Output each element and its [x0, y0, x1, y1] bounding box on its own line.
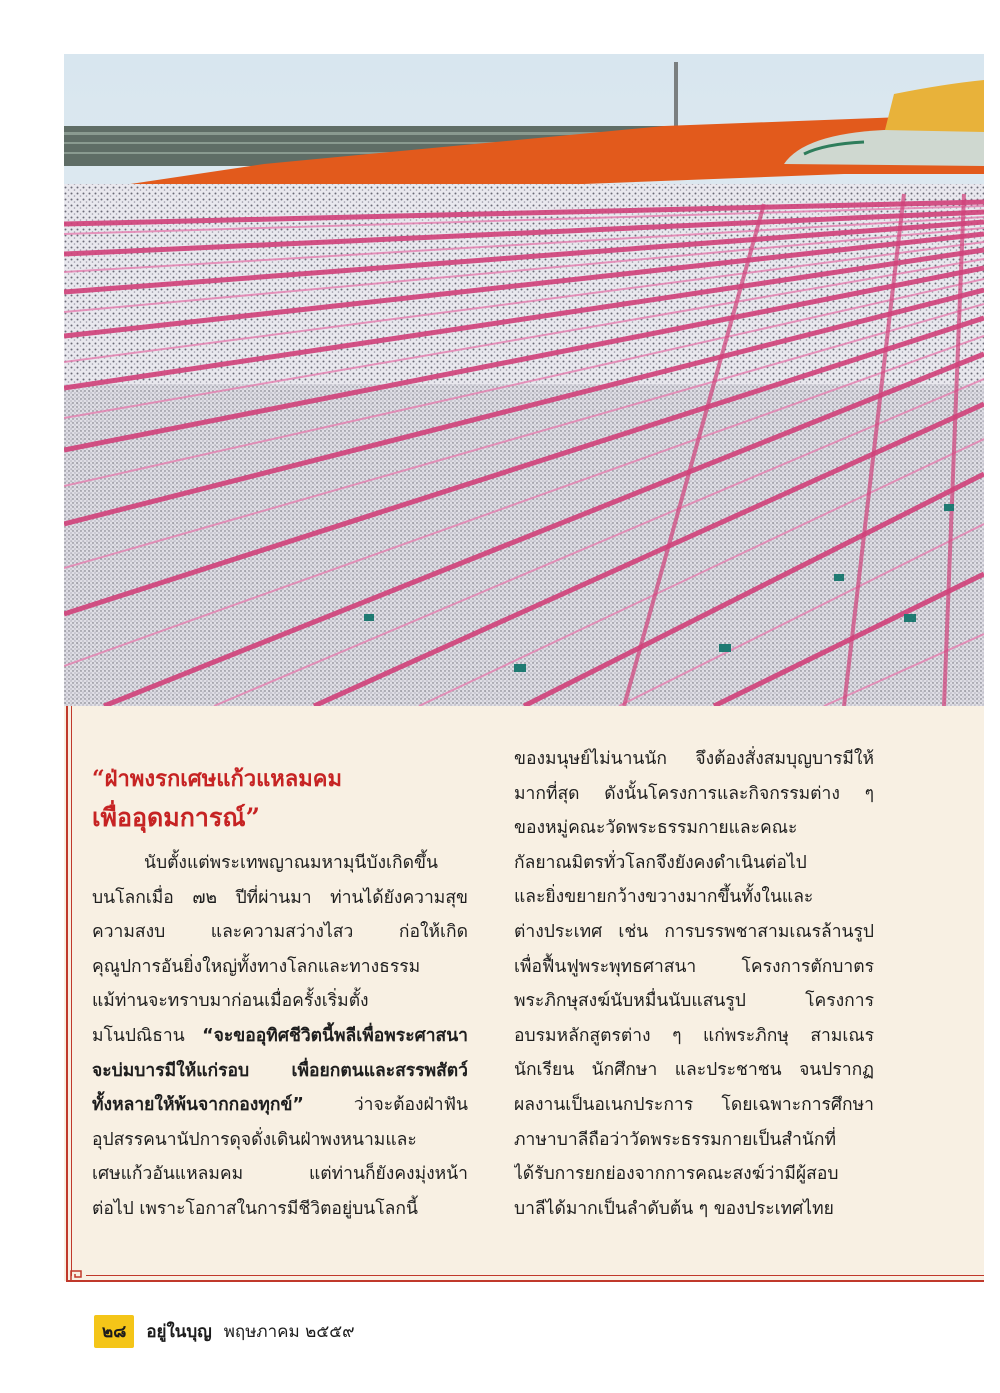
- paragraph-line: อุปสรรคนานัปการดุจดั่งเดินฝ่าพงหนามและ: [92, 1129, 417, 1150]
- frame-border-bottom: [66, 1280, 984, 1282]
- paragraph-line: ต่อไป เพราะโอกาสในการมีชีวิตอยู่บนโลกนี้: [92, 1198, 418, 1219]
- paragraph-text: มโนปณิธาน: [92, 1025, 185, 1046]
- frame-border-bottom-inner: [86, 1275, 984, 1276]
- article-column-right: [514, 742, 874, 1226]
- quote-line: จะบ่มบารมีให้แก่รอบ เพื่อยกตนและสรรพสัตว์: [92, 1060, 468, 1081]
- paragraph-line: ความสงบ และความสว่างไสว ก่อให้เกิด: [92, 922, 468, 943]
- paragraph-line: ได้รับการยกย่องจากการคณะสงฆ์ว่ามีผู้สอบ: [514, 1164, 839, 1185]
- heading-line-2: เพื่ออุดมการณ์”: [92, 803, 260, 832]
- article-column-left: [92, 846, 468, 1227]
- article-heading: [92, 760, 472, 838]
- paragraph-line: [92, 1088, 468, 1123]
- paragraph-line: นับตั้งแต่พระเทพญาณมหามุนีบังเกิดขึ้น: [144, 853, 438, 873]
- paragraph-line: มากที่สุด ดังนั้นโครงการและกิจกรรมต่าง ๆ: [514, 783, 874, 804]
- paragraph-line: นักเรียน นักศึกษา และประชาชน จนปรากฏ: [514, 1060, 874, 1081]
- paragraph-line: แม้ท่านจะทราบมาก่อนเมื่อครั้งเริ่มตั้ง: [92, 991, 369, 1012]
- issue-date: พฤษภาคม ๒๕๕๙: [223, 1321, 355, 1342]
- quote-text: ทั้งหลายให้พ้นจากกองทุกข์”: [92, 1095, 304, 1116]
- photo-illustration: [64, 54, 984, 706]
- paragraph-line: และยิ่งขยายกว้างขวางมากขึ้นทั้งในและ: [514, 887, 814, 908]
- paragraph-line: ของหมู่คณะวัดพระธรรมกายและคณะ: [514, 818, 798, 839]
- paragraph-line: บาลีได้มากเป็นลำดับต้น ๆ ของประเทศไทย: [514, 1198, 834, 1219]
- paragraph-line: ของมนุษย์ไม่นานนัก จึงต้องสั่งสมบุญบารมีให้: [514, 749, 874, 769]
- paragraph-line: ภาษาบาลีถือว่าวัดพระธรรมกายเป็นสำนักที่: [514, 1129, 837, 1150]
- crowd-photo: [64, 54, 984, 706]
- paragraph-line: ผลงานเป็นอเนกประการ โดยเฉพาะการศึกษา: [514, 1094, 874, 1115]
- quote-text: “จะขออุทิศชีวิตนี้พลีเพื่อพระศาสนา: [202, 1025, 468, 1046]
- frame-corner-ornament: [66, 1266, 86, 1282]
- paragraph-text: ว่าจะต้องฝ่าฟัน: [353, 1095, 468, 1116]
- page-number: ๒๘: [94, 1315, 134, 1348]
- paragraph-line: คุณูปการอันยิ่งใหญ่ทั้งทางโลกและทางธรรม: [92, 956, 421, 977]
- frame-border-left-inner: [71, 706, 72, 1276]
- paragraph-line: [92, 1019, 468, 1054]
- paragraph-line: บนโลกเมื่อ ๗๒ ปีที่ผ่านมา ท่านได้ยังความสุข: [92, 887, 468, 908]
- magazine-name: อยู่ในบุญ: [146, 1321, 212, 1342]
- frame-border-left: [66, 706, 68, 1280]
- heading-line-1: “ฝ่าพงรกเศษแก้วแหลมคม: [92, 766, 343, 792]
- paragraph-line: เพื่อฟื้นฟูพระพุทธศาสนา โครงการตักบาตร: [514, 956, 874, 977]
- paragraph-line: พระภิกษุสงฆ์นับหมื่นนับแสนรูป โครงการ: [514, 991, 874, 1012]
- page-footer: [94, 1316, 355, 1346]
- paragraph-line: เศษแก้วอันแหลมคม แต่ท่านก็ยังคงมุ่งหน้า: [92, 1164, 468, 1185]
- paragraph-line: กัลยาณมิตรทั่วโลกจึงยังคงดำเนินต่อไป: [514, 852, 807, 873]
- paragraph-line: ต่างประเทศ เช่น การบรรพชาสามเณรล้านรูป: [514, 921, 874, 942]
- paragraph-line: อบรมหลักสูตรต่าง ๆ แก่พระภิกษุ สามเณร: [514, 1025, 874, 1046]
